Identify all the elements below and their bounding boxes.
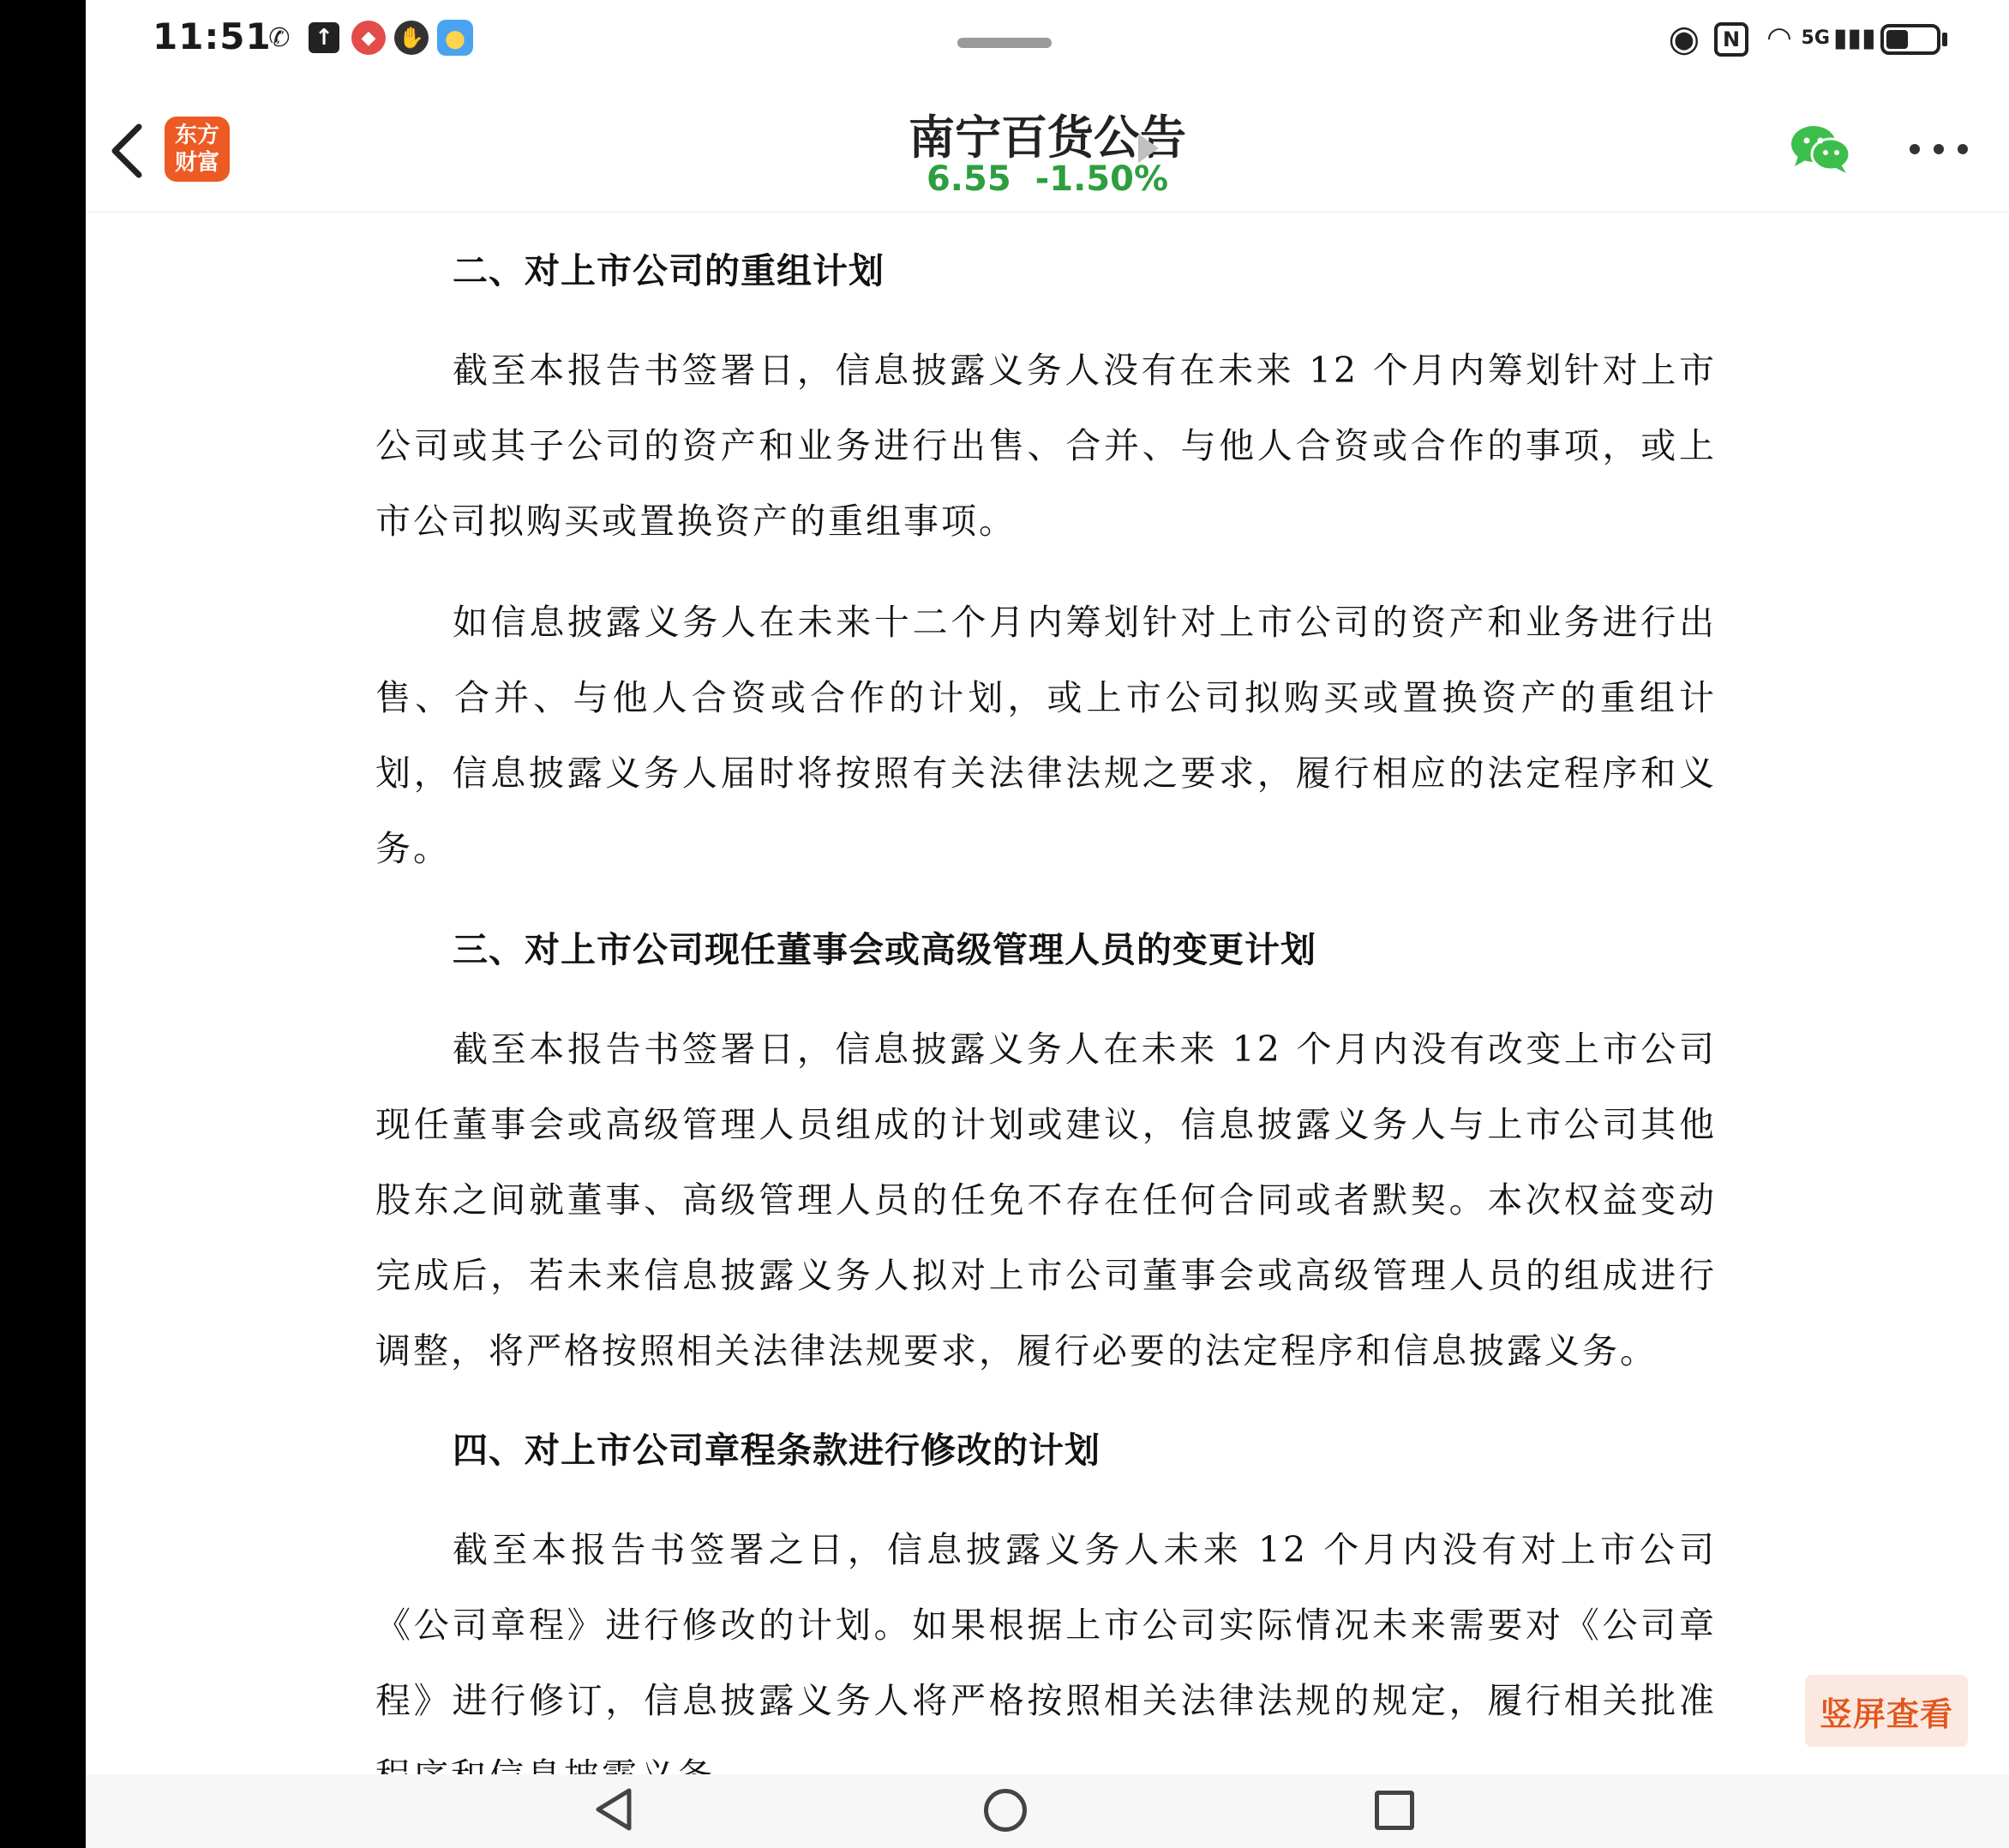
- hand-icon: ✋: [394, 21, 429, 55]
- announcement-document: [375, 213, 1717, 1774]
- stock-price: 6.55: [926, 159, 1011, 199]
- status-time: 11:51: [153, 15, 272, 57]
- phone-screen: [86, 0, 2009, 1848]
- logo-line-2: 财富: [174, 150, 219, 176]
- battery-icon: [1880, 24, 1940, 55]
- nav-home-icon[interactable]: [984, 1789, 1027, 1832]
- battery-level: [1886, 30, 1908, 49]
- nav-recents-icon[interactable]: [1375, 1791, 1414, 1830]
- status-bar: [86, 0, 2009, 86]
- window-handle[interactable]: [957, 38, 1052, 48]
- stock-quote: [86, 159, 2009, 199]
- system-nav-bar: [86, 1774, 2009, 1848]
- section-heading-3: 三、对上市公司现任董事会或高级管理人员的变更计划: [453, 929, 1316, 970]
- stock-change: -1.50%: [1034, 159, 1169, 199]
- section-heading-4: 四、对上市公司章程条款进行修改的计划: [453, 1430, 1100, 1471]
- wifi-icon: ◠: [1766, 21, 1792, 55]
- eye-icon: ◉: [1668, 16, 1700, 59]
- logo-line-1: 东方: [174, 123, 219, 148]
- paragraph: 截至本报告书签署之日，信息披露义务人未来 12 个月内没有对上市公司《公司章程》进行修改的计划。如果根据上市公司实际情况未来需要对《公司章程》进行修订，信息披露义务人将严格按照相关法律法规的规定，履行相关批准: [375, 1529, 1717, 1721]
- signal-icon: 5G ▮▮▮: [1801, 22, 1876, 53]
- paragraph: 截至本报告书签署日，信息披露义务人没有在未来 12 个月内筹划针对上市公司或其子公司的资产和业务进行出售、合并、与他人合资或合作的事项，或上市公司拟购买或置换资产的重组事项。: [375, 350, 1717, 542]
- weather-icon: ●: [437, 20, 473, 56]
- battery-tip: [1942, 33, 1947, 46]
- more-options-icon[interactable]: [1910, 144, 1970, 156]
- shield-icon: ◆: [351, 21, 386, 55]
- title-expand-icon[interactable]: [1138, 134, 1159, 163]
- section-heading-2: 二、对上市公司的重组计划: [453, 250, 885, 291]
- paragraph: 如信息披露义务人在未来十二个月内筹划针对上市公司的资产和业务进行出售、合并、与他人合资或合作的计划，或上市公司拟购买或置换资产的重组计划，信息披露义务人届时将按照有关法律法规之要求，履行相应的法定程序和义务。: [375, 602, 1717, 869]
- wechat-share-icon[interactable]: [1790, 123, 1851, 175]
- app-header: [86, 86, 2009, 213]
- paragraph: 截至本报告书签署日，信息披露义务人在未来 12 个月内没有改变上市公司现任董事会或高级管理人员组成的计划或建议，信息披露义务人与上市公司其他股东之间就董事、高级管理人员的任免不存在任何合同或者默契。本次权益变动完成后，若未来信息披露义务人拟对上市公司董事会或高级管理人员的组成进行调整，将严格按照相关法律法规要求，履行必要的法定程序和信息披露义务。: [375, 1029, 1717, 1371]
- portrait-view-button[interactable]: 竖屏查看: [1805, 1675, 1968, 1747]
- nav-back-icon[interactable]: [591, 1786, 636, 1833]
- page-title[interactable]: 南宁百货公告: [909, 111, 1186, 165]
- upload-icon: ↑: [309, 22, 339, 53]
- missed-call-icon: ✆: [268, 22, 291, 53]
- nfc-icon: N: [1714, 22, 1748, 57]
- signal-label: 5G: [1801, 27, 1830, 49]
